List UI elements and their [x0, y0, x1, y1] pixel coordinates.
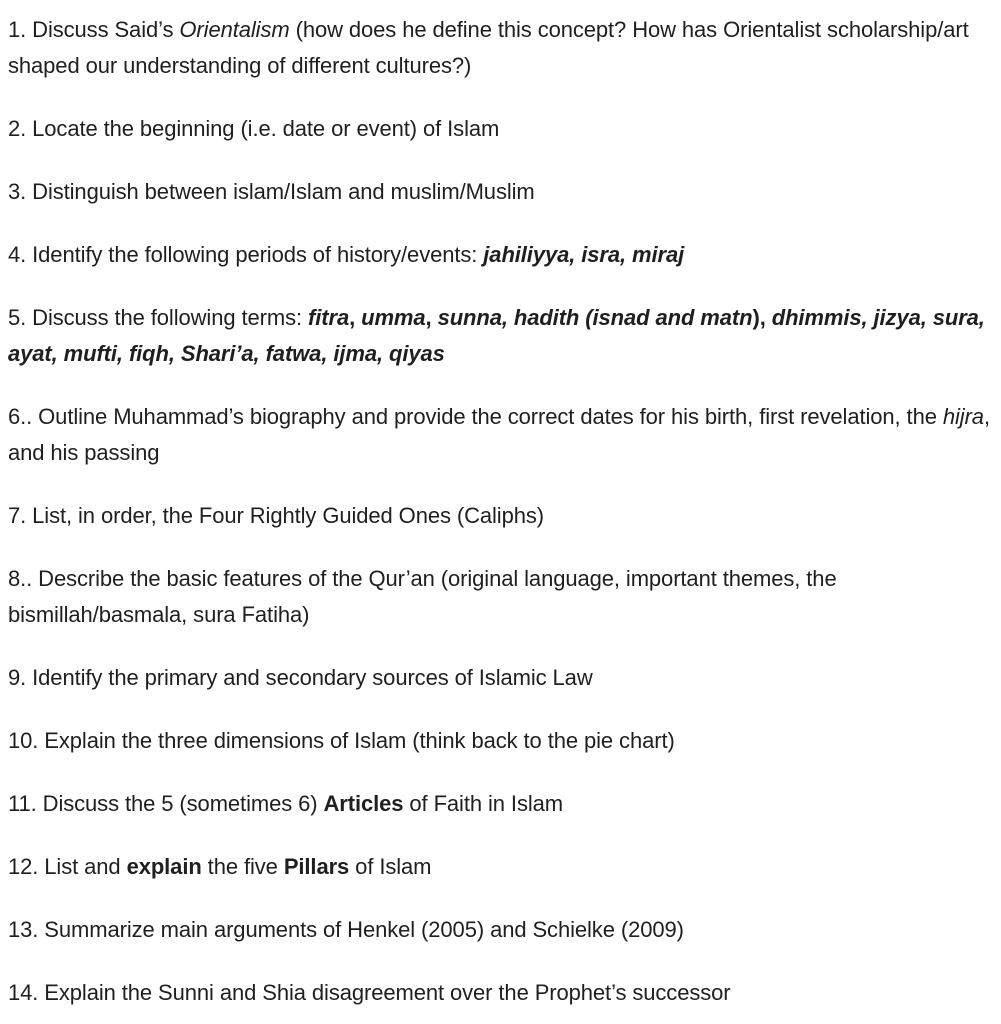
question-text: 10. Explain the three dimensions of Islam (think back to the pie chart) [8, 728, 675, 753]
question-14 [8, 975, 993, 1011]
question-text: the five [201, 854, 284, 879]
question-1 [8, 12, 993, 84]
question-3 [8, 174, 993, 210]
question-9 [8, 660, 993, 696]
question-text: , and his passing [8, 404, 990, 465]
emphasis-bold-italic: fitra [308, 305, 350, 330]
emphasis-bold: ), [752, 305, 772, 330]
emphasis-bold-italic: sunna, hadith (isnad and matn [437, 305, 753, 330]
question-text: 11. Discuss the 5 (sometimes 6) [8, 791, 324, 816]
question-13 [8, 912, 993, 948]
emphasis-bold: , [425, 305, 438, 330]
question-text: 5. Discuss the following terms: [8, 305, 309, 330]
question-10 [8, 723, 993, 759]
question-text: 9. Identify the primary and secondary sources of Islamic Law [8, 665, 593, 690]
question-12 [8, 849, 993, 885]
question-text: 14. Explain the Sunni and Shia disagreement over the Prophet’s successor [8, 980, 731, 1005]
question-text: 3. Distinguish between islam/Islam and muslim/Muslim [8, 179, 535, 204]
question-2 [8, 111, 993, 147]
emphasis-italic: Orientalism [179, 17, 290, 42]
question-text: 4. Identify the following periods of history/events: [8, 242, 484, 267]
emphasis-bold: explain [126, 854, 202, 879]
emphasis-italic: hijra [942, 404, 984, 429]
question-4 [8, 237, 993, 273]
question-text: 1. Discuss Said’s [8, 17, 180, 42]
question-5 [8, 300, 993, 372]
question-text: of Faith in Islam [403, 791, 563, 816]
question-6 [8, 399, 993, 471]
emphasis-bold-italic: dhimmis, jizya, sura, ayat, mufti, fiqh, Shari’a, fatwa, ijma, qiyas [8, 305, 985, 366]
question-text: 13. Summarize main arguments of Henkel (2005) and Schielke (2009) [8, 917, 684, 942]
emphasis-bold: , [349, 305, 362, 330]
question-text: 8.. Describe the basic features of the Qur’an (original language, important themes, the bismillah/basmala, sura Fatiha) [8, 566, 837, 627]
question-text: 12. List and [8, 854, 127, 879]
emphasis-bold: Pillars [283, 854, 350, 879]
emphasis-bold-italic: jahiliyya, isra, miraj [483, 242, 685, 267]
question-text: 7. List, in order, the Four Rightly Guided Ones (Caliphs) [8, 503, 544, 528]
emphasis-bold-italic: umma [361, 305, 426, 330]
question-text: of Islam [349, 854, 432, 879]
question-8 [8, 561, 993, 633]
question-text: 2. Locate the beginning (i.e. date or event) of Islam [8, 116, 500, 141]
question-text: 6.. Outline Muhammad’s biography and provide the correct dates for his birth, first revelation, the [8, 404, 943, 429]
question-11 [8, 786, 993, 822]
question-7 [8, 498, 993, 534]
emphasis-bold: Articles [323, 791, 404, 816]
question-text: (how does he define this concept? How has Orientalist scholarship/art shaped our understanding of different cultures?) [8, 17, 969, 78]
